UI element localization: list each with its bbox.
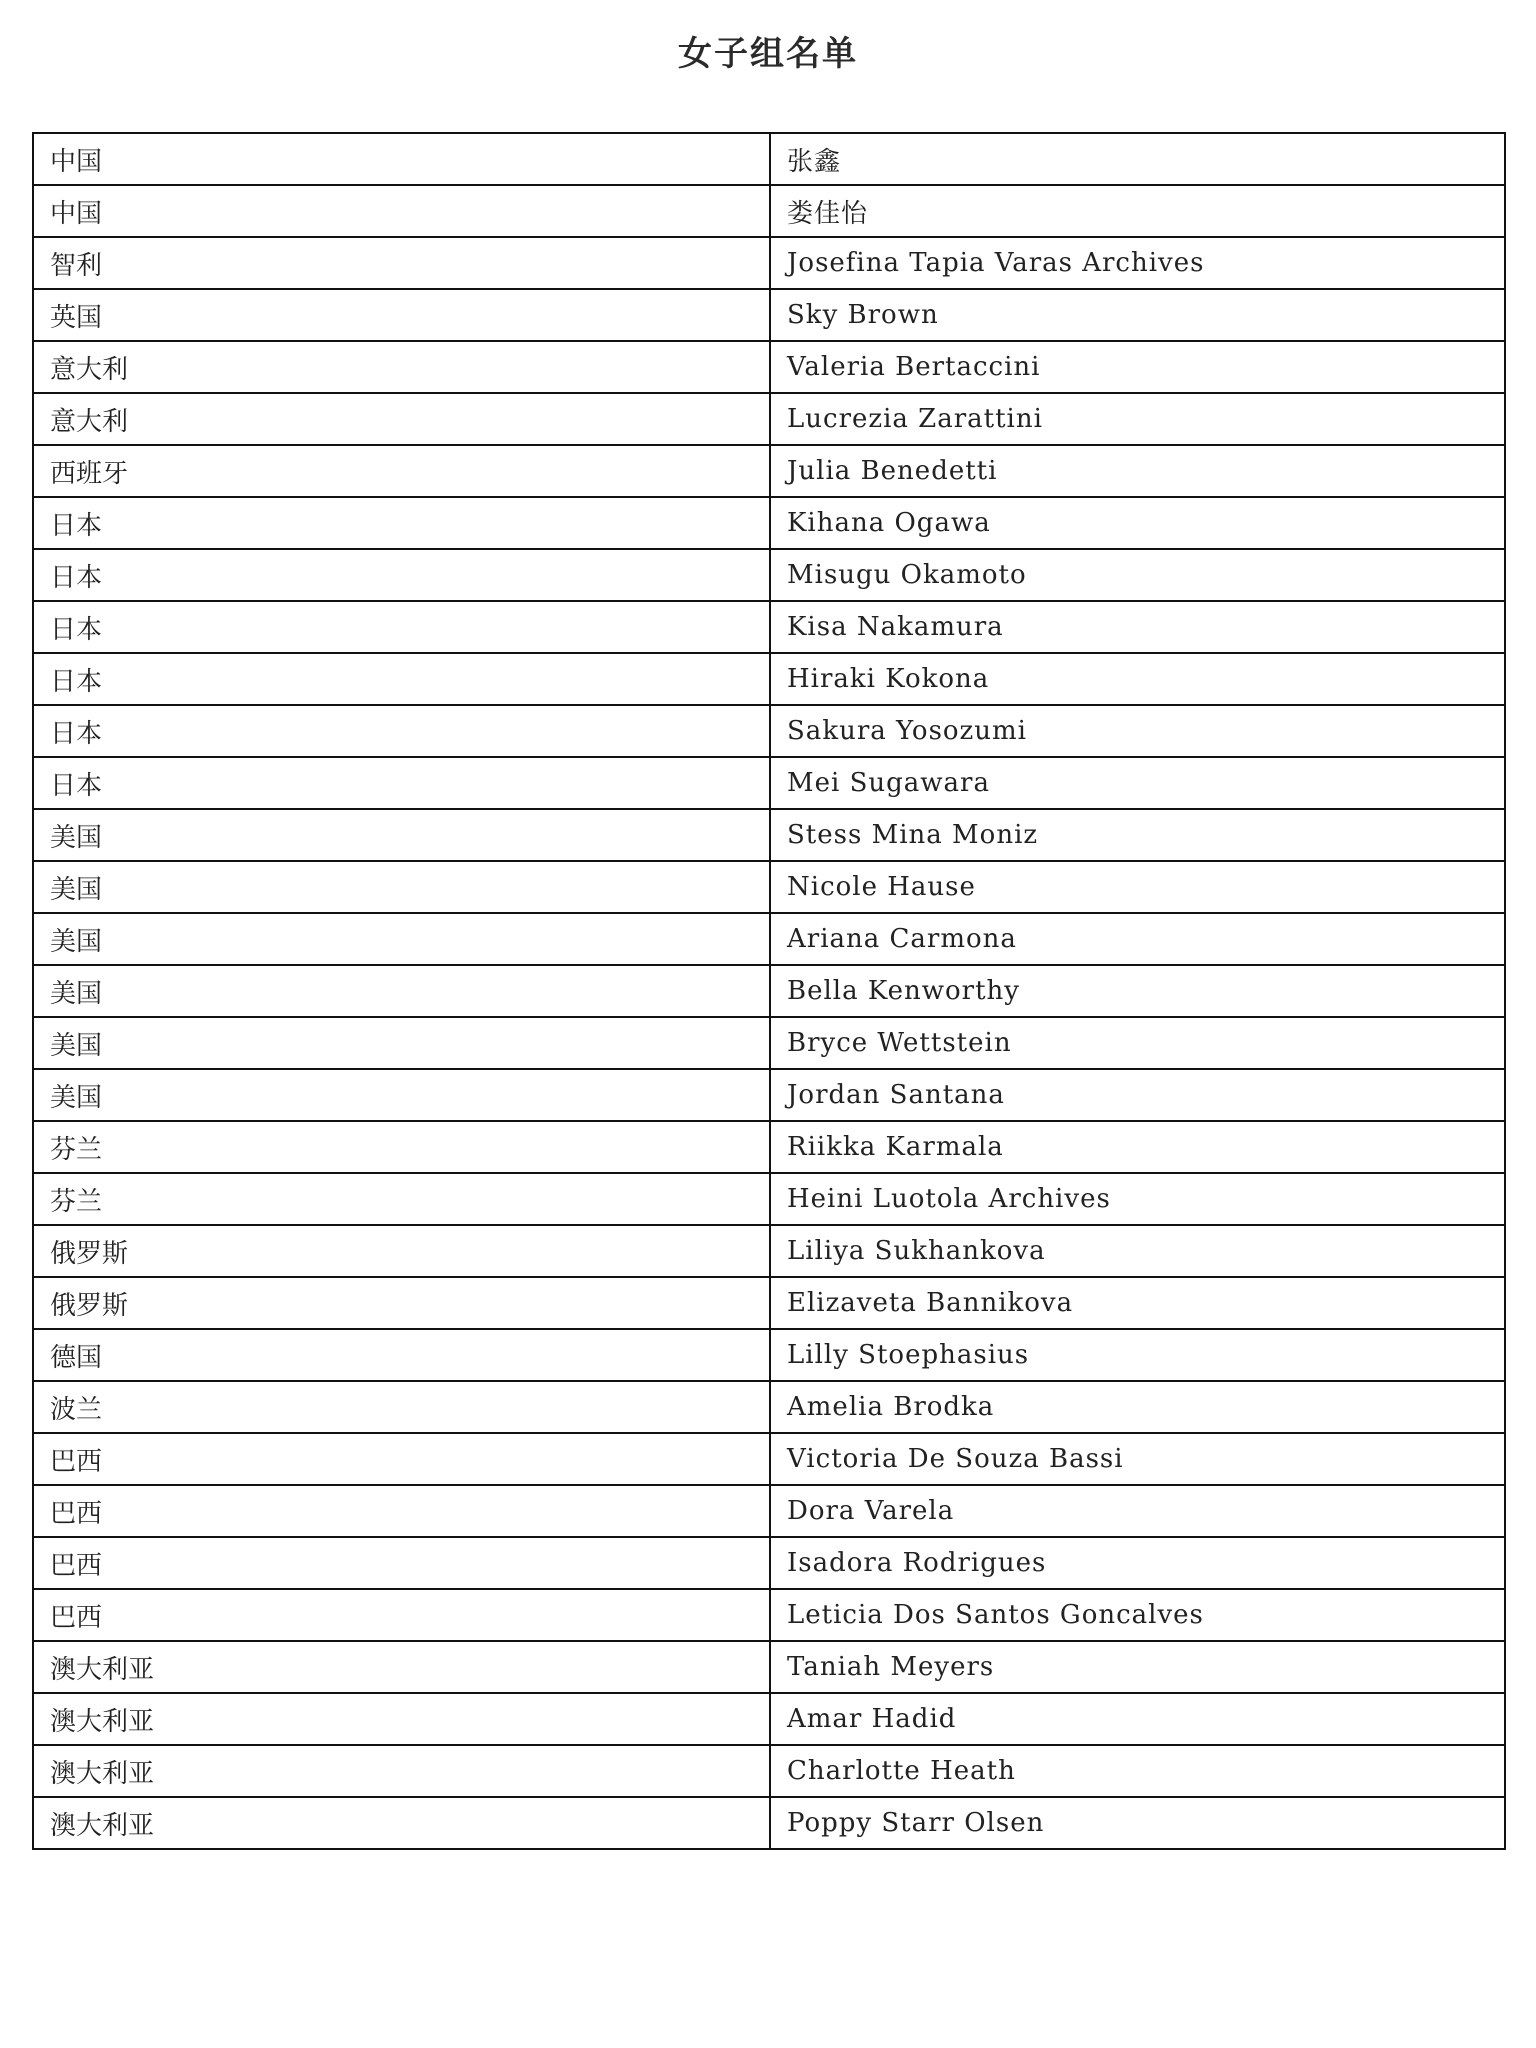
athlete-name-cell: Valeria Bertaccini: [770, 341, 1505, 393]
athlete-name-cell: Josefina Tapia Varas Archives: [770, 237, 1505, 289]
athlete-name-cell: Sky Brown: [770, 289, 1505, 341]
table-row: [33, 549, 1505, 601]
country-cell: 波兰: [33, 1381, 770, 1433]
country-cell: 德国: [33, 1329, 770, 1381]
athlete-name-cell: Ariana Carmona: [770, 913, 1505, 965]
table-row: [33, 185, 1505, 237]
athlete-name-cell: Taniah Meyers: [770, 1641, 1505, 1693]
athlete-name-cell: Hiraki Kokona: [770, 653, 1505, 705]
country-cell: 芬兰: [33, 1121, 770, 1173]
table-row: [33, 497, 1505, 549]
country-cell: 西班牙: [33, 445, 770, 497]
table-row: [33, 1381, 1505, 1433]
table-row: [33, 445, 1505, 497]
athlete-name-cell: Dora Varela: [770, 1485, 1505, 1537]
table-row: [33, 1537, 1505, 1589]
athlete-name-cell: Bella Kenworthy: [770, 965, 1505, 1017]
country-cell: 日本: [33, 705, 770, 757]
table-row: [33, 705, 1505, 757]
country-cell: 澳大利亚: [33, 1641, 770, 1693]
country-cell: 芬兰: [33, 1173, 770, 1225]
athlete-name-cell: 娄佳怡: [770, 185, 1505, 237]
athlete-name-cell: Lucrezia Zarattini: [770, 393, 1505, 445]
table-row: [33, 1693, 1505, 1745]
country-cell: 巴西: [33, 1433, 770, 1485]
table-row: [33, 1433, 1505, 1485]
athlete-name-cell: Lilly Stoephasius: [770, 1329, 1505, 1381]
table-row: [33, 237, 1505, 289]
athlete-name-cell: Charlotte Heath: [770, 1745, 1505, 1797]
country-cell: 智利: [33, 237, 770, 289]
athlete-name-cell: Victoria De Souza Bassi: [770, 1433, 1505, 1485]
table-row: [33, 1589, 1505, 1641]
table-row: [33, 393, 1505, 445]
athlete-name-cell: Poppy Starr Olsen: [770, 1797, 1505, 1849]
table-row: [33, 601, 1505, 653]
athlete-name-cell: Jordan Santana: [770, 1069, 1505, 1121]
athlete-name-cell: Kisa Nakamura: [770, 601, 1505, 653]
table-row: [33, 1797, 1505, 1849]
roster-table-body: [33, 133, 1505, 1849]
table-row: [33, 1017, 1505, 1069]
country-cell: 澳大利亚: [33, 1797, 770, 1849]
country-cell: 日本: [33, 757, 770, 809]
country-cell: 巴西: [33, 1485, 770, 1537]
table-row: [33, 1225, 1505, 1277]
page-title: 女子组名单: [678, 34, 858, 74]
table-row: [33, 653, 1505, 705]
table-row: [33, 1069, 1505, 1121]
table-row: [33, 1277, 1505, 1329]
country-cell: 日本: [33, 653, 770, 705]
country-cell: 美国: [33, 1069, 770, 1121]
athlete-name-cell: Stess Mina Moniz: [770, 809, 1505, 861]
athlete-name-cell: 张鑫: [770, 133, 1505, 185]
country-cell: 巴西: [33, 1589, 770, 1641]
table-row: [33, 1641, 1505, 1693]
country-cell: 日本: [33, 601, 770, 653]
table-row: [33, 757, 1505, 809]
table-row: [33, 341, 1505, 393]
country-cell: 俄罗斯: [33, 1277, 770, 1329]
athlete-name-cell: Sakura Yosozumi: [770, 705, 1505, 757]
country-cell: 美国: [33, 861, 770, 913]
country-cell: 澳大利亚: [33, 1693, 770, 1745]
athlete-name-cell: Riikka Karmala: [770, 1121, 1505, 1173]
athlete-name-cell: Bryce Wettstein: [770, 1017, 1505, 1069]
table-row: [33, 913, 1505, 965]
country-cell: 澳大利亚: [33, 1745, 770, 1797]
table-row: [33, 133, 1505, 185]
table-row: [33, 965, 1505, 1017]
country-cell: 美国: [33, 913, 770, 965]
country-cell: 美国: [33, 1017, 770, 1069]
country-cell: 俄罗斯: [33, 1225, 770, 1277]
table-row: [33, 809, 1505, 861]
athlete-name-cell: Nicole Hause: [770, 861, 1505, 913]
table-row: [33, 861, 1505, 913]
country-cell: 意大利: [33, 393, 770, 445]
athlete-name-cell: Isadora Rodrigues: [770, 1537, 1505, 1589]
country-cell: 日本: [33, 497, 770, 549]
athlete-name-cell: Amelia Brodka: [770, 1381, 1505, 1433]
athlete-name-cell: Elizaveta Bannikova: [770, 1277, 1505, 1329]
table-row: [33, 289, 1505, 341]
table-row: [33, 1745, 1505, 1797]
roster-table: [32, 132, 1506, 1850]
country-cell: 巴西: [33, 1537, 770, 1589]
country-cell: 意大利: [33, 341, 770, 393]
athlete-name-cell: Mei Sugawara: [770, 757, 1505, 809]
athlete-name-cell: Leticia Dos Santos Goncalves: [770, 1589, 1505, 1641]
country-cell: 美国: [33, 965, 770, 1017]
table-row: [33, 1485, 1505, 1537]
country-cell: 中国: [33, 133, 770, 185]
athlete-name-cell: Liliya Sukhankova: [770, 1225, 1505, 1277]
athlete-name-cell: Misugu Okamoto: [770, 549, 1505, 601]
table-row: [33, 1173, 1505, 1225]
country-cell: 美国: [33, 809, 770, 861]
athlete-name-cell: Amar Hadid: [770, 1693, 1505, 1745]
athlete-name-cell: Julia Benedetti: [770, 445, 1505, 497]
country-cell: 日本: [33, 549, 770, 601]
table-row: [33, 1329, 1505, 1381]
athlete-name-cell: Kihana Ogawa: [770, 497, 1505, 549]
country-cell: 中国: [33, 185, 770, 237]
athlete-name-cell: Heini Luotola Archives: [770, 1173, 1505, 1225]
country-cell: 英国: [33, 289, 770, 341]
table-row: [33, 1121, 1505, 1173]
